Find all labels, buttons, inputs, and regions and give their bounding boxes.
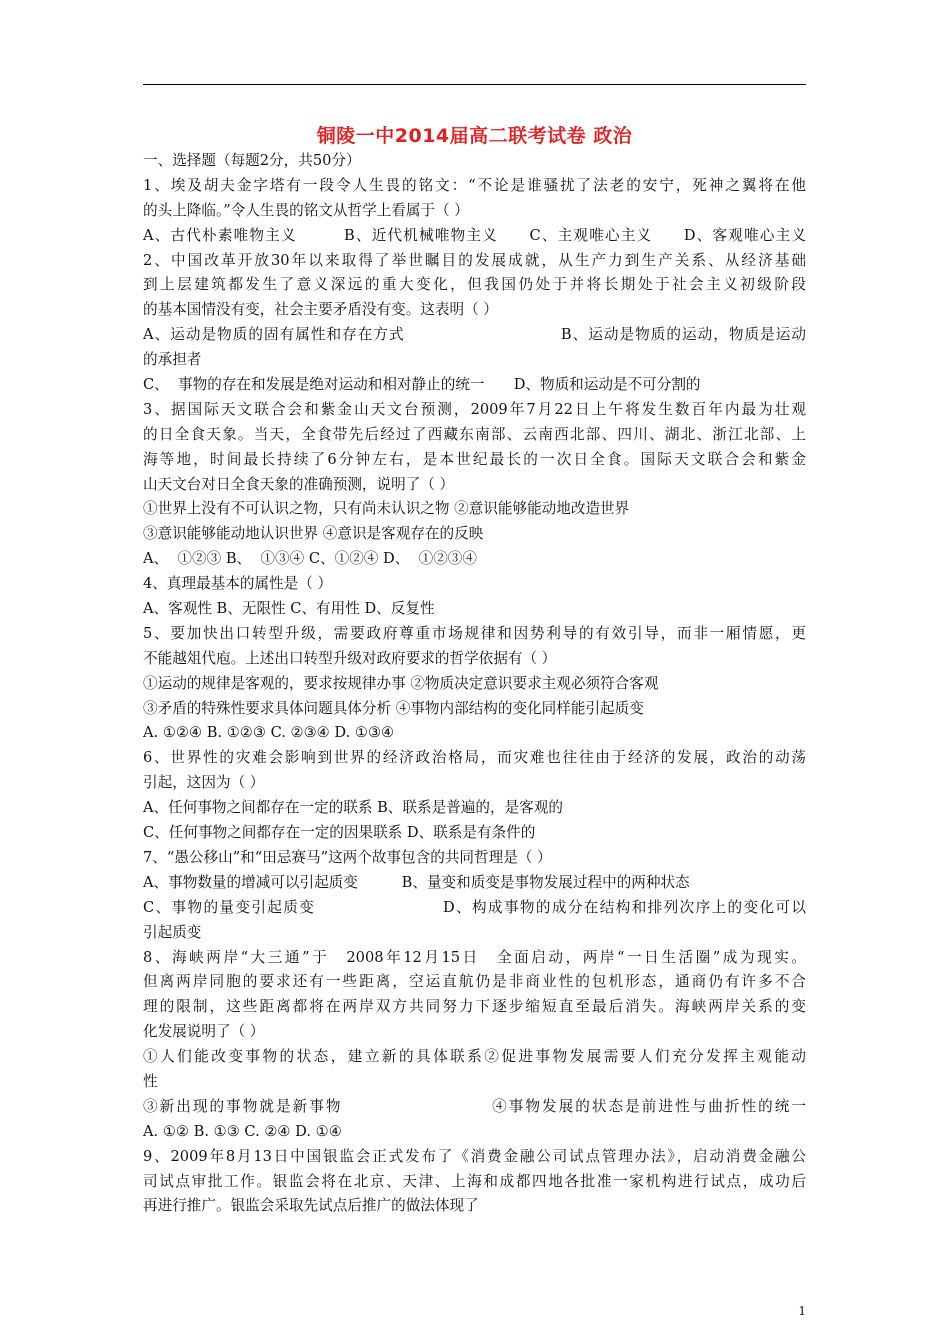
text-line: 再进行推广。银监会采取先试点后推广的做法体现了 — [143, 1197, 479, 1215]
text-line: 2、中国改革开放30年以来取得了举世瞩目的发展成就，从生产力到生产关系、从经济基础 — [143, 251, 806, 269]
exam-title: 铜陵一中2014届高二联考试卷 政治 — [316, 125, 633, 147]
text-line: 9、2009年8月13日中国银监会正式发布了《消费金融公司试点管理办法》，启动消费金融公 — [143, 1147, 806, 1165]
text-line: ③新出现的事物就是新事物 ④事物发展的状态是前进性与曲折性的统一 — [143, 1097, 806, 1115]
text-line: ①运动的规律是客观的，要求按规律办事 ②物质决定意识要求主观必须符合客观 — [143, 674, 659, 692]
text-line: 海等地，时间最长持续了6分钟左右，是本世纪最长的一次日全食。国际天文联合会和紫金 — [143, 450, 806, 468]
text-line: ③意识能够能动地认识世界 ④意识是客观存在的反映 — [143, 525, 484, 543]
text-line: 不能越俎代庖。上述出口转型升级对政府要求的哲学依据有（ ） — [143, 649, 557, 667]
text-line: 5、要加快出口转型升级，需要政府尊重市场规律和因势利导的有效引导，而非一厢情愿，更 — [143, 624, 806, 642]
text-line: 的头上降临。”令人生畏的铭文从哲学上看属于（ ） — [143, 201, 469, 219]
text-line: 的日全食天象。当天，全食带先后经过了西藏东南部、云南西北部、四川、湖北、浙江北部、上 — [143, 425, 806, 443]
text-line: 化发展说明了（ ） — [143, 1023, 265, 1041]
text-line: 4、真理最基本的属性是（ ） — [143, 575, 333, 593]
text-line: 3、据国际天文联合会和紫金山天文台预测，2009年7月22日上午将发生数百年内最为壮观 — [143, 400, 806, 418]
text-line: 但离两岸同胞的要求还有一些距离，空运直航仍是非商业性的包机形态，通商仍有许多不合 — [143, 973, 806, 991]
exam-content — [143, 149, 806, 1219]
text-line: A. ①② B. ①③ C. ②④ D. ①④ — [143, 1122, 342, 1140]
text-line: A、事物数量的增减可以引起质变 B、量变和质变是事物发展过程中的两种状态 — [143, 873, 690, 891]
text-line: A、客观性 B、无限性 C、有用性 D、反复性 — [143, 600, 435, 618]
text-line: 性 — [143, 1072, 158, 1090]
text-line: 司试点审批工作。银监会将在北京、天津、上海和成都四地各批准一家机构进行试点，成功后 — [143, 1172, 806, 1190]
text-line: ①世界上没有不可认识之物，只有尚未认识之物 ②意识能够能动地改造世界 — [143, 500, 630, 518]
text-line: C、 事物的存在和发展是绝对运动和相对静止的统一 D、物质和运动是不可分割的 — [143, 376, 701, 394]
text-line: C、事物的量变引起质变 D、构成事物的成分在结构和排列次序上的变化可以 — [143, 898, 806, 916]
text-line: ①人们能改变事物的状态，建立新的具体联系②促进事物发展需要人们充分发挥主观能动 — [143, 1048, 806, 1066]
text-line: A、古代朴素唯物主义 B、近代机械唯物主义 C、主观唯心主义 D、客观唯心主义 — [143, 226, 806, 244]
text-line: 一、选择题（每题2分，共50分） — [143, 152, 361, 169]
text-line: 1、埃及胡夫金字塔有一段令人生畏的铭文：“不论是谁骚扰了法老的安宁，死神之翼将在他 — [143, 176, 806, 194]
text-line: 引起，这因为（ ） — [143, 774, 265, 792]
text-line: 7、“愚公移山”和“田忌赛马”这两个故事包含的共同哲理是（ ） — [143, 848, 552, 866]
text-line: C、任何事物之间都存在一定的因果联系 D、联系是有条件的 — [143, 824, 536, 842]
text-line: 山天文台对日全食天象的准确预测，说明了（ ） — [143, 475, 455, 493]
text-line: 6、世界性的灾难会影响到世界的经济政治格局，而灾难也往往由于经济的发展，政治的动荡 — [143, 749, 806, 767]
text-line: ③矛盾的特殊性要求具体问题具体分析 ④事物内部结构的变化同样能引起质变 — [143, 699, 644, 717]
text-line: A. ①②④ B. ①②③ C. ②③④ D. ①③④ — [143, 724, 395, 742]
text-line: 的基本国情没有变，社会主要矛盾没有变。这表明（ ） — [143, 301, 498, 319]
text-line: 到上层建筑都发生了意义深远的重大变化，但我国仍处于并将长期处于社会主义初级阶段 — [143, 276, 806, 294]
text-line: 引起质变 — [143, 923, 202, 941]
text-line: A、运动是物质的固有属性和存在方式 B、运动是物质的运动，物质是运动 — [143, 326, 806, 344]
page-number: 1 — [798, 1304, 806, 1318]
text-line: 的承担者 — [143, 351, 202, 369]
text-line: 理的限制，这些距离都将在两岸双方共同努力下逐步缩短直至最后消失。海峡两岸关系的变 — [143, 998, 806, 1016]
text-line: 8、海峡两岸“大三通”于 2008年12月15日 全面启动，两岸“一日生活圈”成为现实。 — [143, 948, 806, 966]
header-rule — [143, 84, 806, 85]
text-line: A、 ①②③ B、 ①③④ C、①②④ D、 ①②③④ — [143, 550, 477, 568]
text-line: A、任何事物之间都存在一定的联系 B、联系是普遍的，是客观的 — [143, 799, 563, 817]
